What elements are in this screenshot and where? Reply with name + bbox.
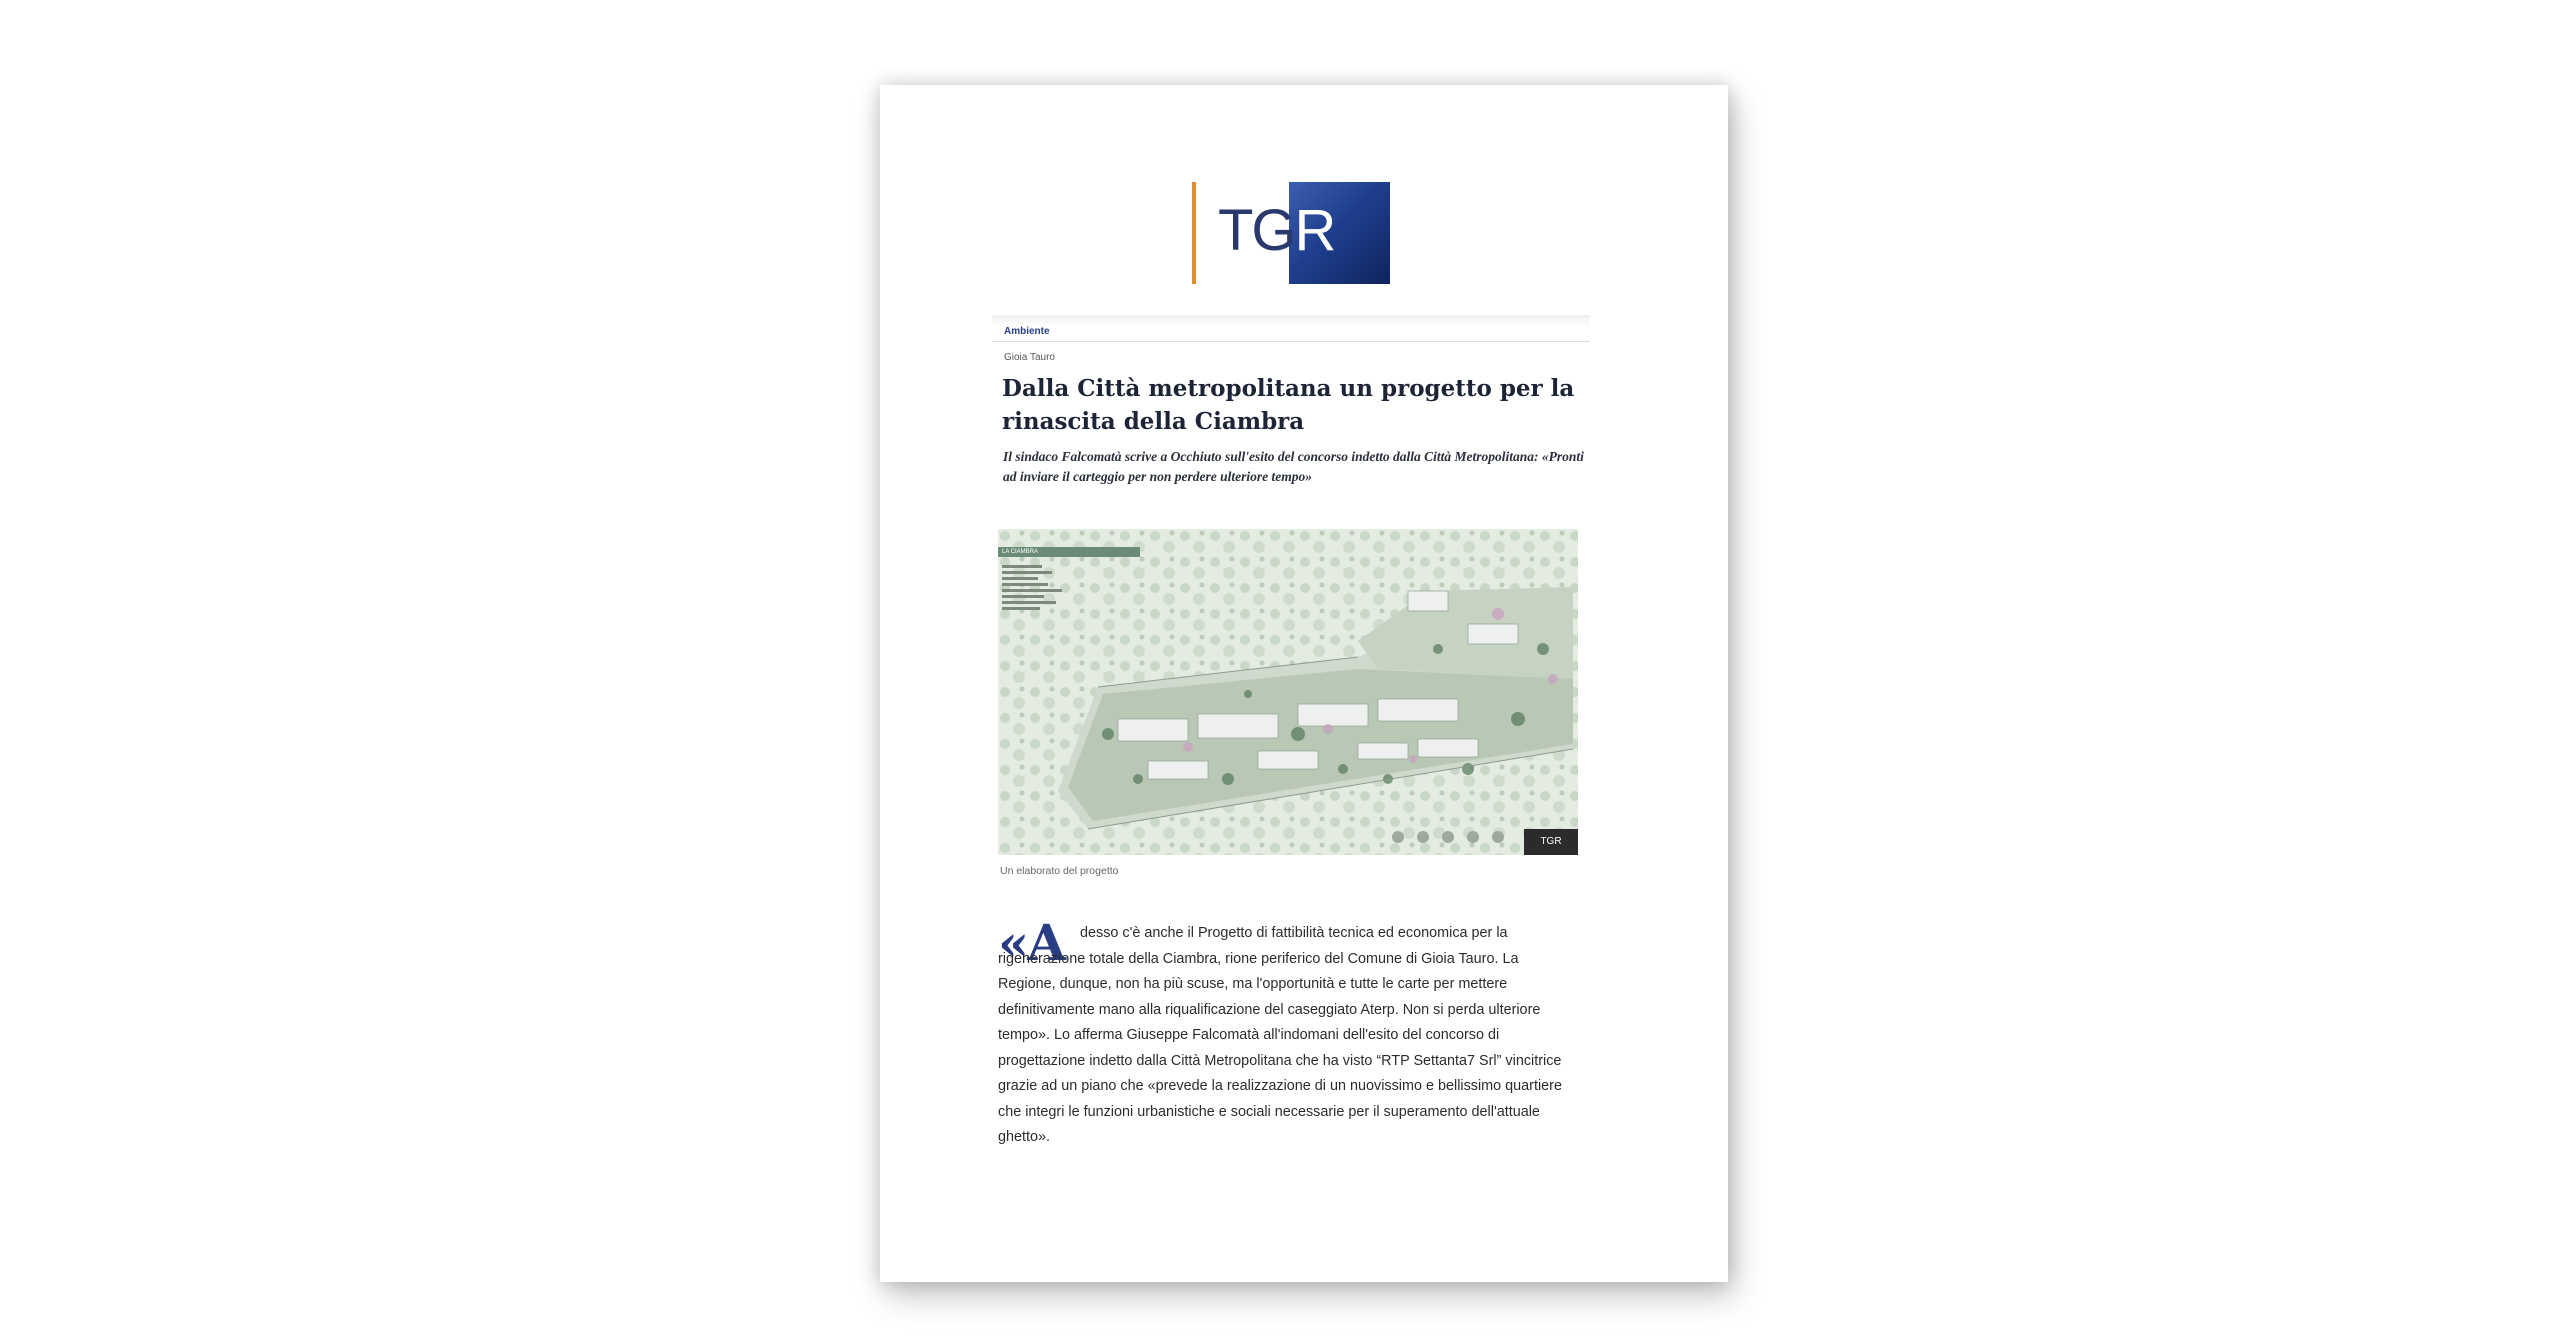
image-caption: Un elaborato del progetto (1000, 865, 1119, 877)
logo-text-tg: TG (1218, 198, 1295, 263)
article-title: Dalla Città metropolitana un progetto per la rinascita della Ciambra (1002, 375, 1575, 435)
image-watermark: TGR (1524, 829, 1578, 855)
category-bar (992, 315, 1590, 342)
legend-title: LA CIAMBRA (1002, 549, 1039, 555)
drop-cap: «A (998, 913, 1065, 972)
logo-accent-bar (1192, 182, 1196, 284)
article-body (998, 921, 1580, 1151)
project-plan-image (998, 529, 1578, 855)
tgr-logo (1192, 182, 1390, 284)
document-page (880, 85, 1728, 1282)
site-plan-drawing (998, 529, 1578, 855)
article-subtitle: Il sindaco Falcomatà scrive a Occhiuto sull'esito del concorso indetto dalla Città Metropolitana: «Pronti ad inviare il carteggio per non perdere ulteriore tempo» (1003, 449, 1584, 484)
logo-text-r: R (1294, 198, 1335, 263)
category-link[interactable]: Ambiente (1004, 326, 1050, 337)
article-location: Gioia Tauro (1004, 352, 1055, 363)
article-body-text: desso c'è anche il Progetto di fattibilità tecnica ed economica per la rigenerazione totale della Ciambra, rione periferico del Comune di Gioia Tauro. La Regione, dunque, non ha più scuse, ma l'opportunità e tutte le carte per mettere definitivamente mano alla riqualificazione del caseggiato Aterp. Non si perda ulteriore tempo». Lo afferma Giuseppe Falcomatà all'indomani dell'esito del concorso di progettazione indetto dalla Città Metropolitana che ha visto “RTP Settanta7 Srl” vincitrice grazie ad un piano che «prevede la realizzazione di un nuovissimo e bellissimo quartiere che integri le funzioni urbanistiche e sociali necessarie per il superamento dell'attuale ghetto». (998, 925, 1562, 1145)
